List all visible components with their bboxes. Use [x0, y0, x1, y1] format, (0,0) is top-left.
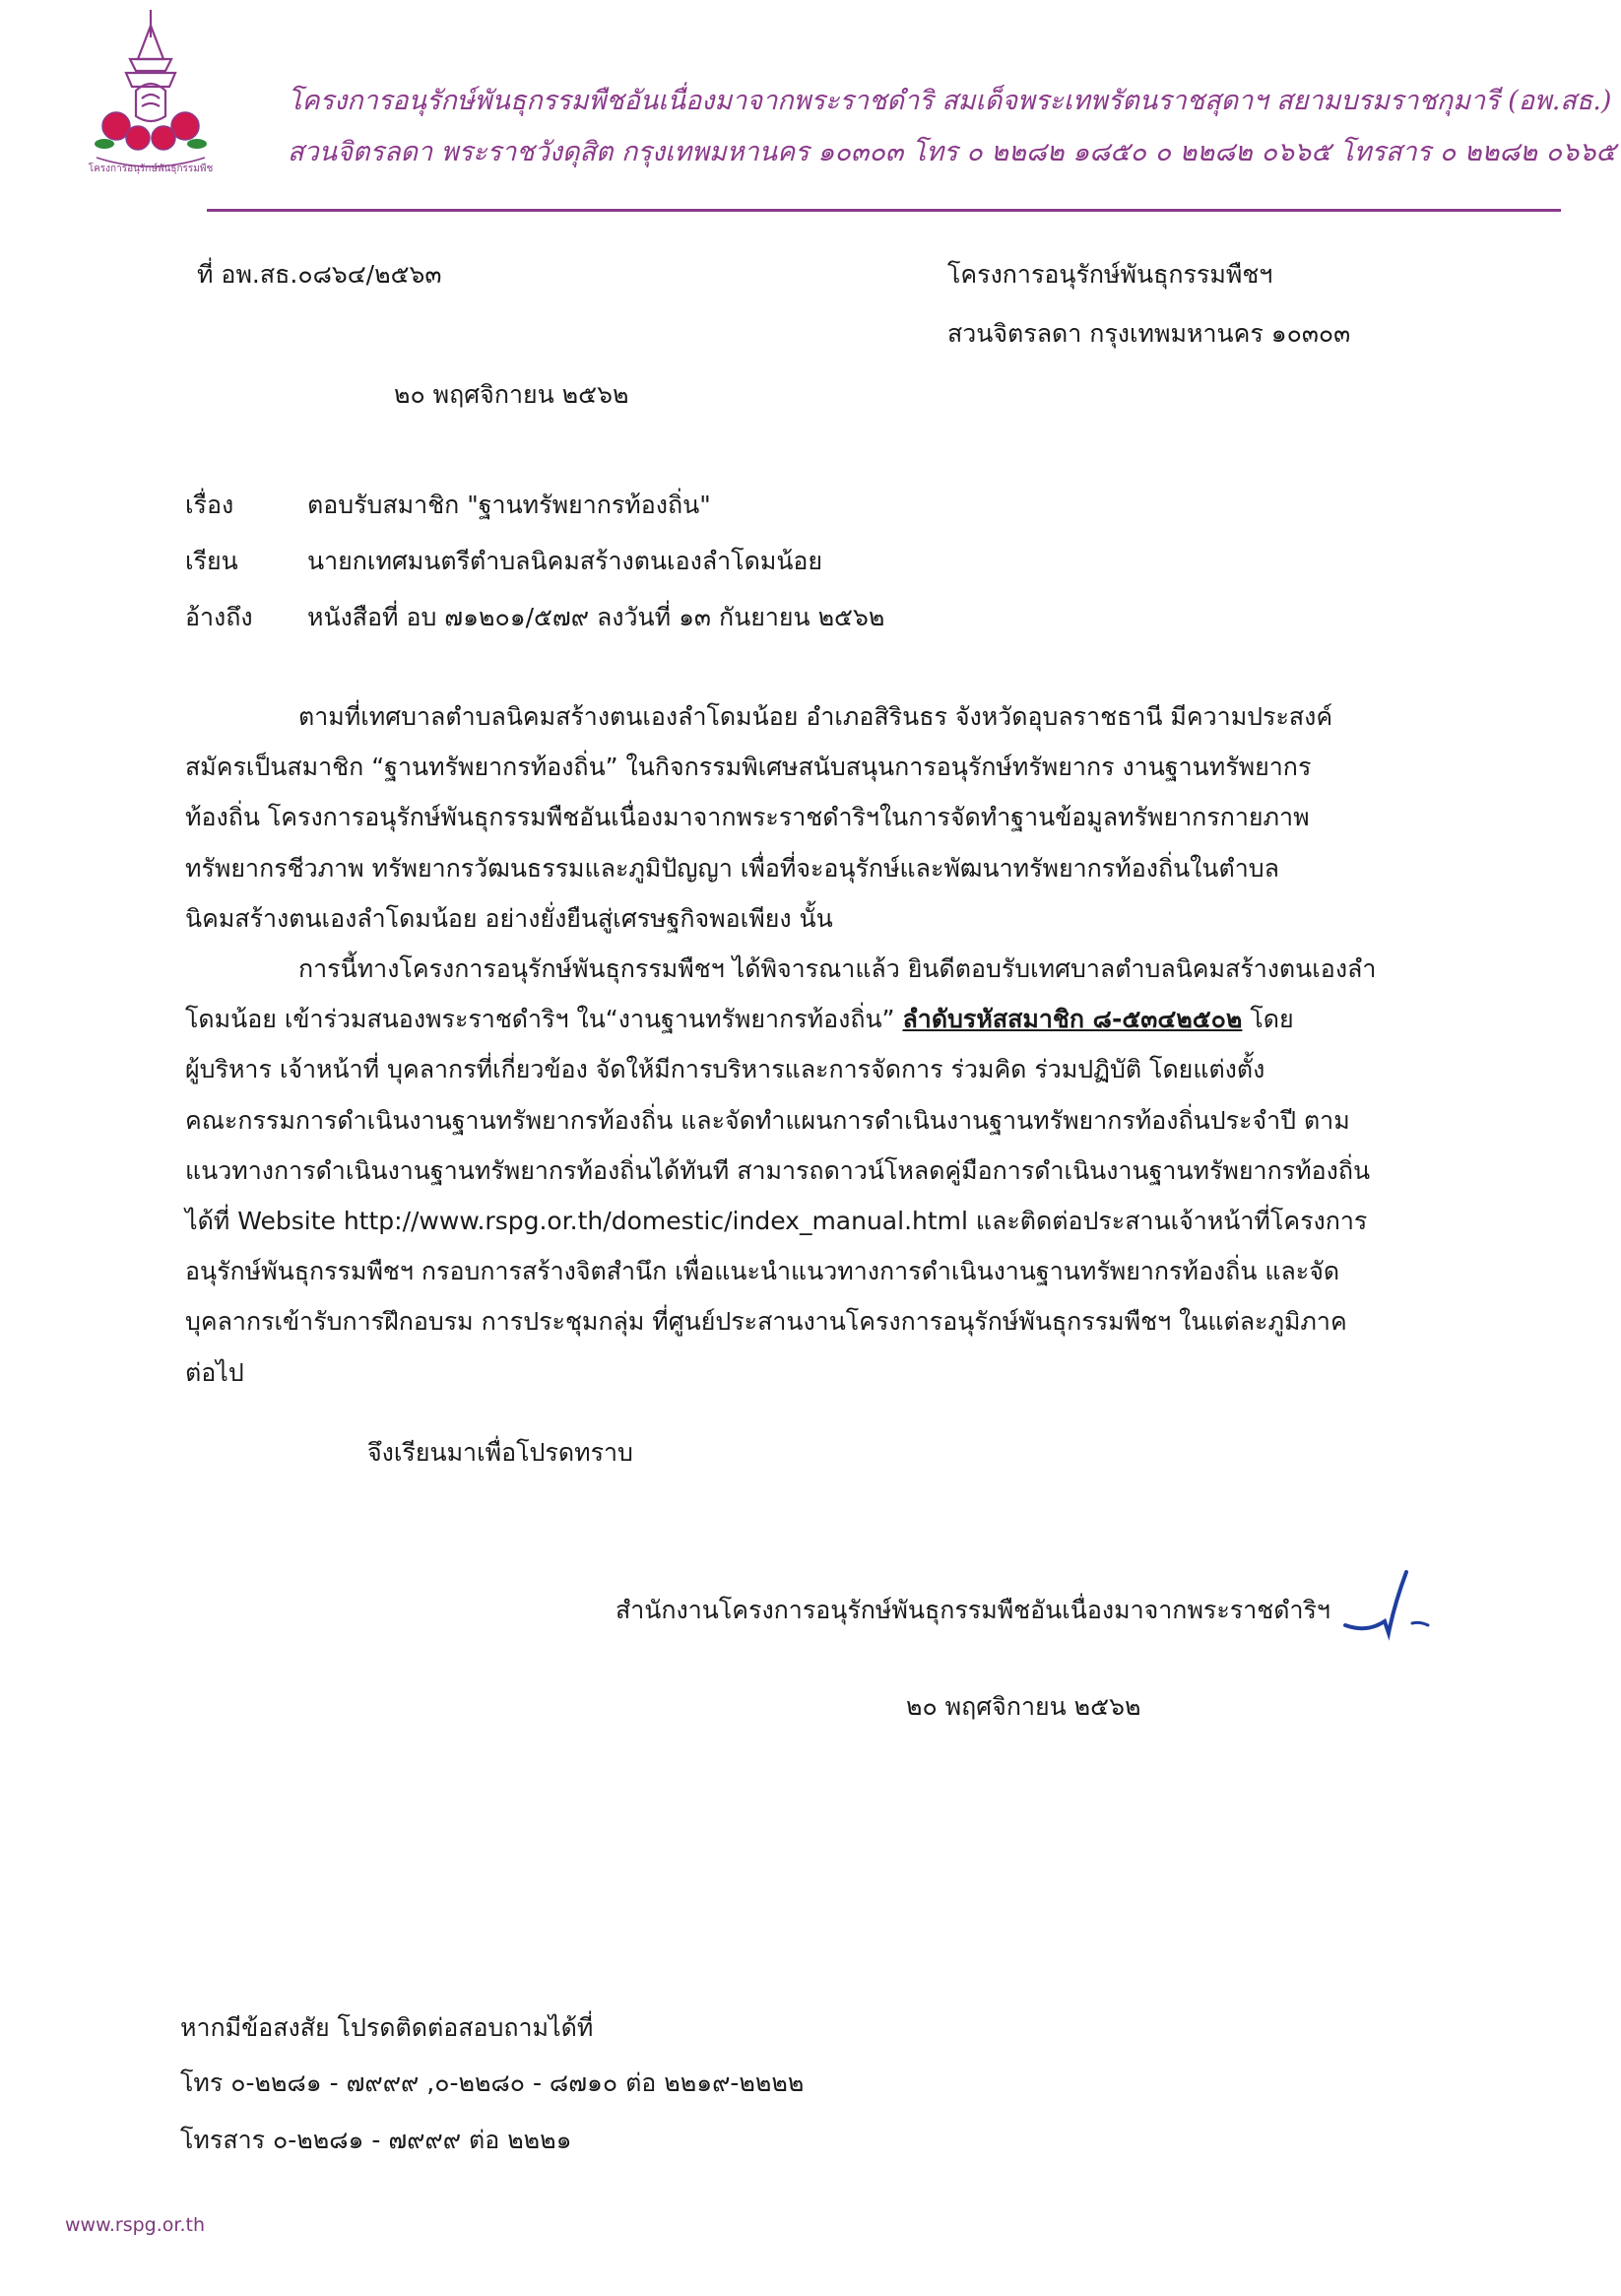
paragraph-line: ท้องถิ่น โครงการอนุรักษ์พันธุกรรมพืชอันเนื่องมาจากพระราชดำริฯในการจัดทำฐานข้อมูลทรัพยากรกายภาพ: [185, 803, 1310, 832]
paragraph-line: ทรัพยากรชีวภาพ ทรัพยากรวัฒนธรรมและภูมิปัญญา เพื่อที่จะอนุรักษ์และพัฒนาทรัพยากรท้องถิ่นในตำบล: [185, 853, 1279, 883]
subject-label: เรื่อง: [185, 491, 234, 519]
recipient-value: นายกเทศมนตรีตำบลนิคมสร้างตนเองลำโดมน้อย: [307, 547, 823, 575]
contact-heading: หากมีข้อสงสัย โปรดติดต่อสอบถามได้ที่: [180, 2013, 594, 2042]
subject-value: ตอบรับสมาชิก "ฐานทรัพยากรท้องถิ่น": [307, 491, 711, 519]
handwritten-signature: [1337, 1564, 1436, 1653]
reference-value: หนังสือที่ อบ ๗๑๒๐๑/๕๗๙ ลงวันที่ ๑๓ กันยายน ๒๕๖๒: [307, 603, 885, 631]
sender-name: โครงการอนุรักษ์พันธุกรรมพืชฯ: [947, 260, 1273, 289]
paragraph-text: โดมน้อย เข้าร่วมสนองพระราชดำริฯ ใน“งานฐานทรัพยากรท้องถิ่น”: [185, 1005, 895, 1034]
paragraph-line: ผู้บริหาร เจ้าหน้าที่ บุคลากรที่เกี่ยวข้อง จัดให้มีการบริหารและการจัดการ ร่วมคิด ร่วมปฏิบัติ โดยแต่งตั้ง: [185, 1055, 1265, 1084]
member-code: ลำดับรหัสสมาชิก ๘-๕๓๔๒๕๐๒: [902, 1005, 1243, 1034]
paragraph-line: สมัครเป็นสมาชิก “ฐานทรัพยากรท้องถิ่น” ในกิจกรรมพิเศษสนับสนุนการอนุรักษ์ทรัพยากร งานฐานทรัพยากร: [185, 753, 1312, 782]
letterhead-divider: [207, 209, 1561, 212]
signature-date: ๒๐ พฤศจิกายน ๒๕๖๒: [906, 1692, 1141, 1721]
reference-label: อ้างถึง: [185, 603, 253, 631]
contact-fax: โทรสาร ๐-๒๒๘๑ - ๗๙๙๙ ต่อ ๒๒๒๑: [180, 2126, 572, 2154]
paragraph-line: นิคมสร้างตนเองลำโดมน้อย อย่างยั่งยืนสู่เศรษฐกิจพอเพียง นั้น: [185, 903, 833, 933]
paragraph-line: คณะกรรมการดำเนินงานฐานทรัพยากรท้องถิ่น และจัดทำแผนการดำเนินงานฐานทรัพยากรท้องถิ่นประจำปี ตาม: [185, 1105, 1350, 1135]
paragraph-line: ได้ที่ Website http://www.rspg.or.th/domestic/index_manual.html และติดต่อประสานเจ้าหน้าที่โครงการ: [185, 1207, 1368, 1236]
paragraph-line: การนี้ทางโครงการอนุรักษ์พันธุกรรมพืชฯ ได้พิจารณาแล้ว ยินดีตอบรับเทศบาลตำบลนิคมสร้างตนเองลำ: [298, 954, 1377, 983]
document-number: ที่ อพ.สธ.๐๘๖๔/๒๕๖๓: [197, 260, 442, 289]
paragraph-line: อนุรักษ์พันธุกรรมพืชฯ กรอบการสร้างจิตสำนึก เพื่อแนะนำแนวทางการดำเนินงานฐานทรัพยากรท้องถิ่น และจัด: [185, 1257, 1340, 1286]
paragraph-line: แนวทางการดำเนินงานฐานทรัพยากรท้องถิ่นได้ทันที สามารถดาวน์โหลดคู่มือการดำเนินงานฐานทรัพยากรท้องถิ่น: [185, 1155, 1371, 1185]
letterhead-address-contact: สวนจิตรลดา พระราชวังดุสิต กรุงเทพมหานคร ๑๐๓๐๓ โทร ๐ ๒๒๘๒ ๑๘๕๐ ๐ ๒๒๘๒ ๐๖๖๕ โทรสาร ๐ ๒๒๘๒ ๐๖๖๕: [288, 137, 1616, 167]
footer-website: www.rspg.or.th: [65, 2214, 206, 2236]
rspg-emblem-logo: [87, 8, 215, 177]
sender-address: สวนจิตรลดา กรุงเทพมหานคร ๑๐๓๐๓: [947, 319, 1351, 348]
body-paragraph-2: [185, 944, 1426, 1398]
letterhead-project-name: โครงการอนุรักษ์พันธุกรรมพืชอันเนื่องมาจากพระราชดำริ สมเด็จพระเทพรัตนราชสุดาฯ สยามบรมราชกุมารี (อพ.สธ.): [288, 86, 1612, 116]
contact-phone: โทร ๐-๒๒๘๑ - ๗๙๙๙ ,๐-๒๒๘๐ - ๘๗๑๐ ต่อ ๒๒๑๙-๒๒๒๒: [180, 2068, 805, 2097]
recipient-label: เรียน: [185, 547, 238, 575]
paragraph-text: โดย: [1250, 1005, 1294, 1034]
paragraph-line-with-member-code: [185, 994, 1426, 1044]
letter-date: ๒๐ พฤศจิกายน ๒๕๖๒: [394, 380, 629, 409]
signing-office: สำนักงานโครงการอนุรักษ์พันธุกรรมพืชอันเนื่องมาจากพระราชดำริฯ: [616, 1596, 1330, 1624]
closing-line: จึงเรียนมาเพื่อโปรดทราบ: [367, 1438, 633, 1467]
paragraph-line: ตามที่เทศบาลตำบลนิคมสร้างตนเองลำโดมน้อย อำเภอสิรินธร จังหวัดอุบลราชธานี มีความประสงค์: [298, 702, 1333, 731]
paragraph-line: บุคลากรเข้ารับการฝึกอบรม การประชุมกลุ่ม ที่ศูนย์ประสานงานโครงการอนุรักษ์พันธุกรรมพืชฯ ในแต่ละภูมิภาค: [185, 1307, 1347, 1337]
paragraph-line: ต่อไป: [185, 1357, 244, 1387]
logo-caption: โครงการอนุรักษ์พันธุกรรมพืช: [88, 164, 214, 174]
body-paragraph-1: [185, 691, 1426, 944]
